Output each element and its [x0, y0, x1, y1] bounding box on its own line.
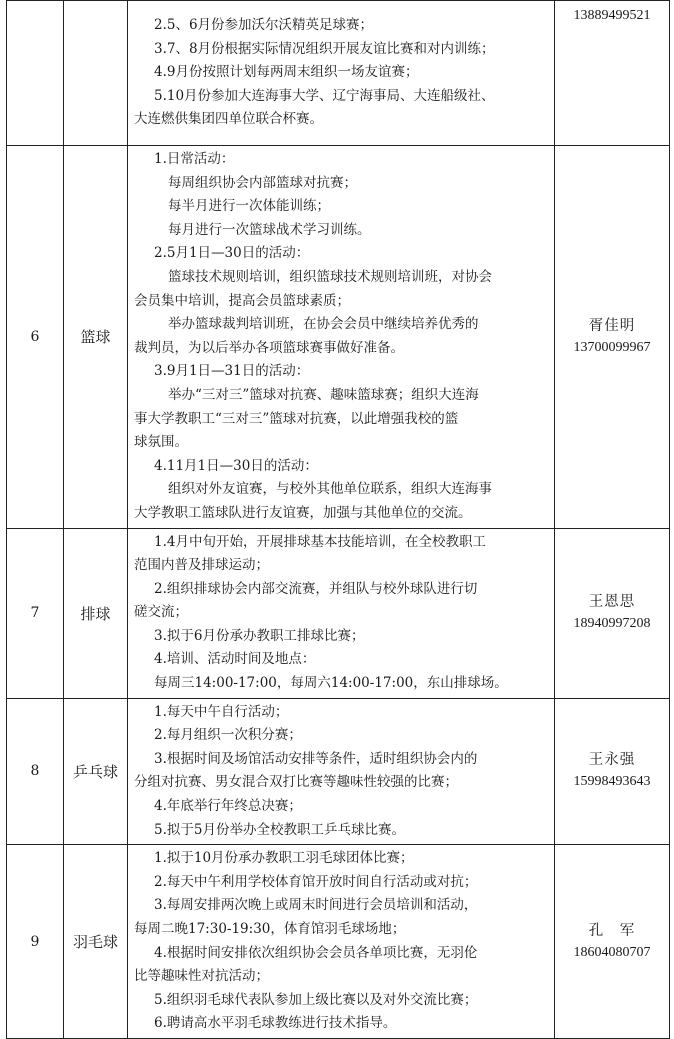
table-row: [7, 845, 670, 1039]
contact-cell: [555, 698, 670, 845]
activity-line: 2.5、6月份参加沃尔沃精英足球赛；: [154, 17, 374, 34]
activity-line: 大学教职工篮球队进行友谊赛，加强与其他单位的交流。: [134, 504, 472, 521]
contact-cell: [555, 1, 670, 146]
row-number: 9: [7, 845, 64, 1039]
activity-line: 3.7、8月份根据实际情况组织开展友谊比赛和对内训练；: [154, 40, 495, 57]
activity-line: 分组对抗赛、男女混合双打比赛等趣味性较强的比赛；: [134, 774, 458, 791]
activity-line: 组织对外友谊赛，与校外其他单位联系，组织大连海事: [168, 481, 492, 498]
row-number: 7: [7, 528, 64, 698]
contact-name: 胥佳明: [588, 317, 636, 334]
activity-line: 大连燃供集团四单位联合杯赛。: [134, 111, 323, 128]
contact-phone: 15998493643: [573, 774, 651, 790]
activity-line: 2.每天中午利用学校体育馆开放时间自行活动或对抗；: [154, 873, 478, 890]
activity-plan: [128, 1, 555, 146]
activity-line: 4.根据时间安排依次组织协会会员各单项比赛，无羽伦: [154, 944, 478, 961]
activity-line: 3.根据时间及场馆活动安排等条件，适时组织协会内的: [154, 750, 478, 767]
activity-line: 1.每天中午自行活动；: [154, 703, 289, 720]
contact-name: 王恩思: [588, 594, 636, 611]
table-row: [7, 528, 670, 698]
activity-line: 会员集中培训，提高会员篮球素质；: [134, 292, 350, 309]
row-number: 6: [7, 146, 64, 529]
activity-line: 1.4月中旬开始，开展排球基本技能培训，在全校教职工: [154, 533, 486, 550]
club-name: 乒乓球: [64, 698, 128, 845]
activity-line: 3.每周安排两次晚上或周末时间进行会员培训和活动，: [154, 897, 478, 914]
activity-line: 5.拟于5月份举办全校教职工乒乓球比赛。: [154, 821, 405, 838]
activity-line: 事大学教职工“三对三”篮球对抗赛，以此增强我校的篮: [134, 410, 459, 427]
contact-phone: 13700099967: [573, 339, 651, 355]
activity-line: 5.组织羽毛球代表队参加上级比赛以及对外交流比赛；: [154, 991, 478, 1008]
club-activity-table: [6, 0, 670, 1039]
activity-line: 每半月进行一次体能训练；: [168, 198, 330, 215]
activity-line: 5.10月份参加大连海事大学、辽宁海事局、大连船级社、: [154, 87, 495, 104]
activity-line: 4.培训、活动时间及地点：: [154, 651, 316, 668]
club-name: [64, 1, 128, 146]
activity-line: 每周二晚17:30-19:30，体育馆羽毛球场地；: [134, 921, 406, 937]
activity-line: 6.聘请高水平羽毛球教练进行技术指导。: [154, 1015, 397, 1032]
contact-phone: 18604080707: [573, 944, 651, 960]
activity-plan: [128, 845, 555, 1039]
contact-cell: [555, 146, 670, 529]
row-number: [7, 1, 64, 146]
table-row: [7, 146, 670, 529]
activity-line: 篮球技术规则培训，组织篮球技术规则培训班，对协会: [168, 268, 492, 285]
club-name: 篮球: [64, 146, 128, 529]
contact-phone: 13889499521: [573, 8, 651, 23]
activity-line: 磋交流；: [134, 604, 188, 621]
activity-line: 每月进行一次篮球战术学习训练。: [168, 221, 371, 238]
table-row: [7, 1, 670, 146]
activity-line: 举办篮球裁判培训班，在协会会员中继续培养优秀的: [168, 316, 479, 333]
activity-line: 裁判员，为以后举办各项篮球赛事做好准备。: [134, 339, 404, 356]
activity-plan: [128, 146, 555, 529]
activity-line: 3.9月1日—31日的活动：: [154, 363, 310, 380]
activity-line: 比等趣味性对抗活动；: [134, 968, 269, 985]
activity-plan: [128, 698, 555, 845]
activity-plan: [128, 528, 555, 698]
table-body: [7, 1, 670, 1039]
club-name: 羽毛球: [64, 845, 128, 1039]
contact-cell: [555, 528, 670, 698]
activity-line: 3.拟于6月份承办教职工排球比赛；: [154, 627, 365, 644]
activity-line: 每周三14:00-17:00，每周六14:00-17:00，东山排球场。: [154, 675, 508, 692]
activity-line: 1.拟于10月份承办教职工羽毛球团体比赛；: [154, 850, 414, 867]
activity-line: 4.11月1日—30日的活动：: [154, 457, 318, 474]
activity-line: 举办“三对三”篮球对抗赛、趣味篮球赛；组织大连海: [168, 386, 479, 403]
activity-line: 2.组织排球协会内部交流赛，并组队与校外球队进行切: [154, 580, 478, 597]
activity-line: 2.每月组织一次积分赛；: [154, 727, 302, 744]
contact-phone: 18940997208: [573, 616, 651, 632]
row-number: 8: [7, 698, 64, 845]
activity-line: 2.5月1日—30日的活动：: [154, 245, 310, 262]
contact-name: 王永强: [588, 752, 636, 769]
activity-line: 球氛围。: [134, 434, 188, 451]
activity-line: 4.年底举行年终总决赛；: [154, 798, 302, 815]
activity-line: 4.9月份按照计划每两周末组织一场友谊赛；: [154, 64, 419, 81]
contact-cell: [555, 845, 670, 1039]
activity-line: 1.日常活动：: [154, 151, 235, 167]
club-name: 排球: [64, 528, 128, 698]
contact-name: 孔 军: [588, 922, 636, 939]
table-row: [7, 698, 670, 845]
activity-line: 范围内普及排球运动；: [134, 557, 269, 574]
activity-line: 每周组织协会内部篮球对抗赛；: [168, 174, 357, 191]
